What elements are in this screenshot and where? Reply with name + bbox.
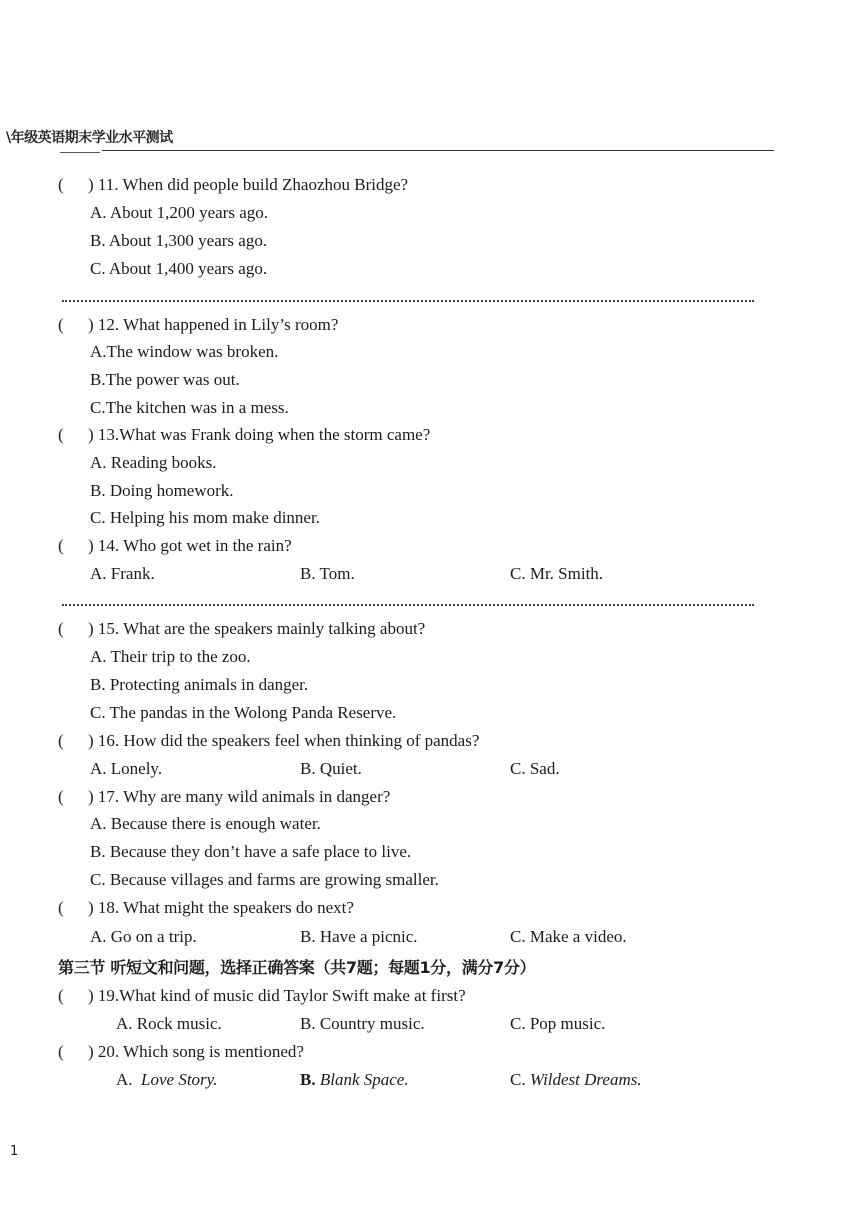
option-18-c: C. Make a video. — [510, 927, 627, 946]
answer-blank[interactable]: ( — [58, 315, 64, 334]
option-15-a: A. Their trip to the zoo. — [90, 647, 251, 666]
song-title: Blank Space. — [319, 1070, 409, 1089]
answer-blank[interactable]: ( — [58, 986, 64, 1005]
header-rule — [102, 150, 774, 151]
header-underline — [60, 152, 100, 153]
exam-header-title: \年级英语期末学业水平测试 — [6, 130, 173, 146]
option-letter: B. — [300, 1070, 316, 1089]
question-text: ) 19.What kind of music did Taylor Swift make at first? — [88, 986, 466, 1005]
option-17-b: B. Because they don’t have a safe place to live. — [90, 842, 412, 861]
question-11 — [58, 174, 408, 196]
option-19-a: A. Rock music. — [116, 1014, 222, 1033]
question-text: ) 15. What are the speakers mainly talking about? — [88, 619, 426, 638]
question-text: ) 13.What was Frank doing when the storm came? — [88, 425, 431, 444]
answer-blank[interactable]: ( — [58, 425, 64, 444]
option-11-a: A. About 1,200 years ago. — [90, 203, 269, 222]
answer-blank[interactable]: ( — [58, 731, 64, 750]
question-13 — [58, 424, 430, 446]
option-16-a: A. Lonely. — [90, 759, 163, 778]
option-14-b: B. Tom. — [300, 564, 355, 583]
answer-blank[interactable]: ( — [58, 619, 64, 638]
dotted-divider — [62, 604, 754, 606]
answer-blank[interactable]: ( — [58, 898, 64, 917]
option-16-c: C. Sad. — [510, 759, 560, 778]
option-20-c — [510, 1069, 642, 1091]
question-20 — [58, 1041, 304, 1063]
dotted-divider — [62, 300, 754, 302]
option-15-c: C. The pandas in the Wolong Panda Reserve. — [90, 703, 397, 722]
question-text: ) 14. Who got wet in the rain? — [88, 536, 292, 555]
page-number: 1 — [10, 1144, 19, 1159]
question-14 — [58, 535, 292, 557]
option-11-c: C. About 1,400 years ago. — [90, 259, 268, 278]
option-letter: A. — [116, 1070, 133, 1089]
option-18-b: B. Have a picnic. — [300, 927, 418, 946]
question-text: ) 18. What might the speakers do next? — [88, 898, 354, 917]
question-16 — [58, 730, 479, 752]
option-13-c: C. Helping his mom make dinner. — [90, 508, 320, 527]
question-19 — [58, 985, 466, 1007]
question-text: ) 20. Which song is mentioned? — [88, 1042, 304, 1061]
option-19-c: C. Pop music. — [510, 1014, 606, 1033]
song-title: Love Story. — [141, 1070, 218, 1089]
question-12 — [58, 314, 338, 336]
option-20-a — [116, 1069, 218, 1091]
answer-blank[interactable]: ( — [58, 175, 64, 194]
option-12-a: A.The window was broken. — [90, 342, 279, 361]
answer-blank[interactable]: ( — [58, 536, 64, 555]
option-13-b: B. Doing homework. — [90, 481, 234, 500]
section-3-heading: 第三节 听短文和问题，选择正确答案（共7题；每题1分，满分7分） — [58, 958, 536, 977]
answer-blank[interactable]: ( — [58, 1042, 64, 1061]
option-20-b — [300, 1069, 409, 1091]
option-14-c: C. Mr. Smith. — [510, 564, 604, 583]
option-11-b: B. About 1,300 years ago. — [90, 231, 268, 250]
question-text: ) 11. When did people build Zhaozhou Bridge? — [88, 175, 409, 194]
song-title: Wildest Dreams. — [529, 1070, 642, 1089]
option-letter: C. — [510, 1070, 526, 1089]
option-15-b: B. Protecting animals in danger. — [90, 675, 309, 694]
answer-blank[interactable]: ( — [58, 787, 64, 806]
question-17 — [58, 786, 390, 808]
option-16-b: B. Quiet. — [300, 759, 362, 778]
question-text: ) 12. What happened in Lily’s room? — [88, 315, 339, 334]
option-14-a: A. Frank. — [90, 564, 155, 583]
option-18-a: A. Go on a trip. — [90, 927, 197, 946]
option-17-c: C. Because villages and farms are growing smaller. — [90, 870, 439, 889]
option-12-b: B.The power was out. — [90, 370, 240, 389]
question-text: ) 17. Why are many wild animals in danger? — [88, 787, 391, 806]
option-17-a: A. Because there is enough water. — [90, 814, 321, 833]
question-text: ) 16. How did the speakers feel when thinking of pandas? — [88, 731, 480, 750]
option-12-c: C.The kitchen was in a mess. — [90, 398, 289, 417]
question-18 — [58, 897, 354, 919]
option-13-a: A. Reading books. — [90, 453, 217, 472]
option-19-b: B. Country music. — [300, 1014, 425, 1033]
question-15 — [58, 618, 425, 640]
